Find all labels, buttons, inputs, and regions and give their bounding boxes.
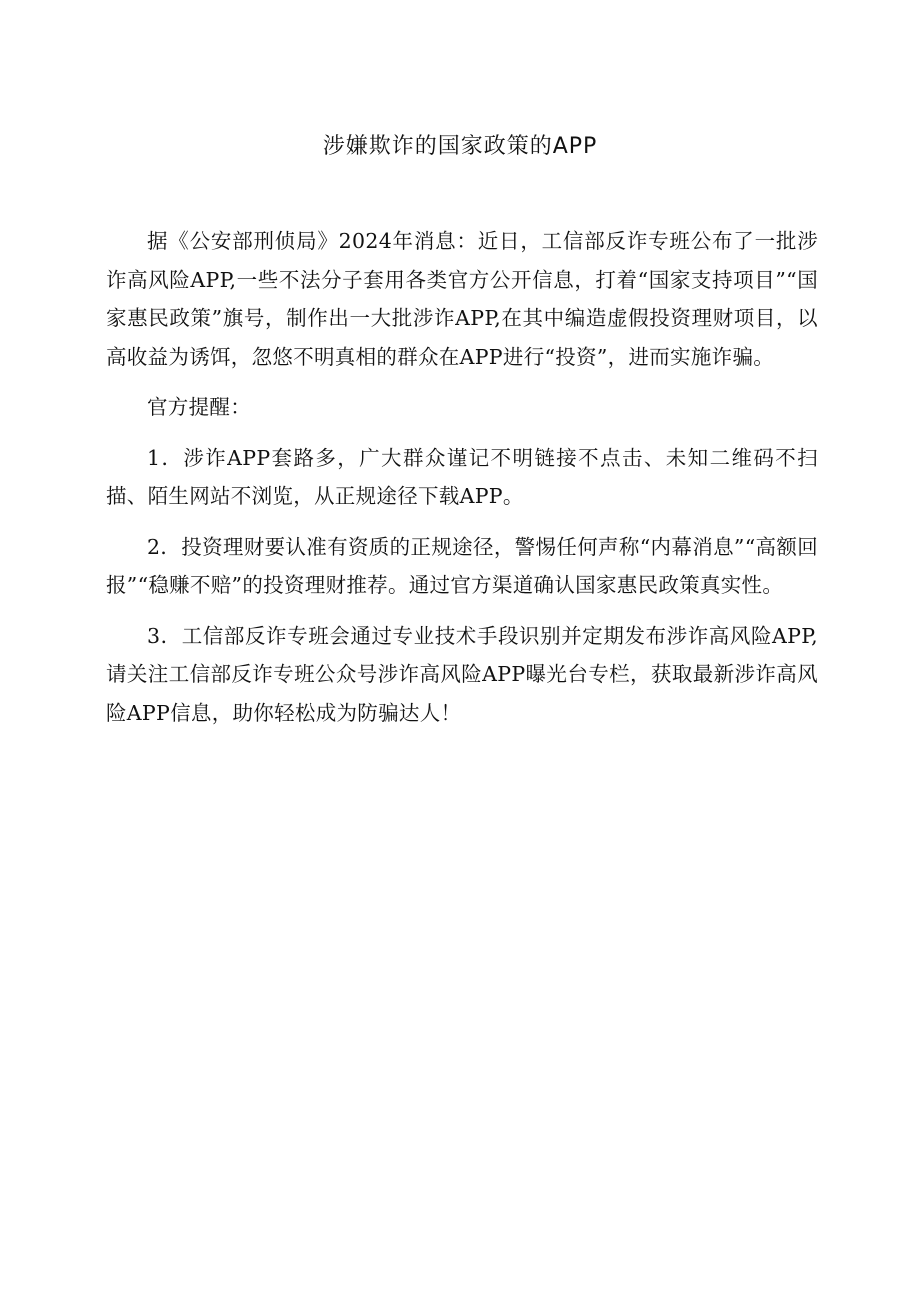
reminder-heading: 官方提醒： [147, 395, 251, 419]
intro-paragraph: 据《公安部刑侦局》2024年消息：近日，工信部反诈专班公布了一批涉诈高风险APP,一些不法分子套用各类官方公开信息，打着“国家支持项目”“国家惠民政策”旗号，制作出一大批涉诈APP,在其中编造虚假投资理财项目，以高收益为诱饵，忽悠不明真相的群众在APP进行“投资”，进而实施诈骗。 [106, 229, 818, 369]
document-body [106, 222, 818, 744]
document-title: 涉嫌欺诈的国家政策的APP [322, 134, 598, 159]
reminder-item-3: 3．工信部反诈专班会通过专业技术手段识别并定期发布涉诈高风险APP,请关注工信部反诈专班公众号涉诈高风险APP曝光台专栏，获取最新涉诈高风险APP信息，助你轻松成为防骗达人！ [106, 623, 818, 725]
reminder-item-2: 2．投资理财要认准有资质的正规途径，警惕任何声称“内幕消息”“高额回报”“稳赚不赔”的投资理财推荐。通过官方渠道确认国家惠民政策真实性。 [106, 534, 818, 597]
reminder-item-1: 1．涉诈APP套路多，广大群众谨记不明链接不点击、未知二维码不扫描、陌生网站不浏览，从正规途径下载APP。 [106, 445, 818, 508]
